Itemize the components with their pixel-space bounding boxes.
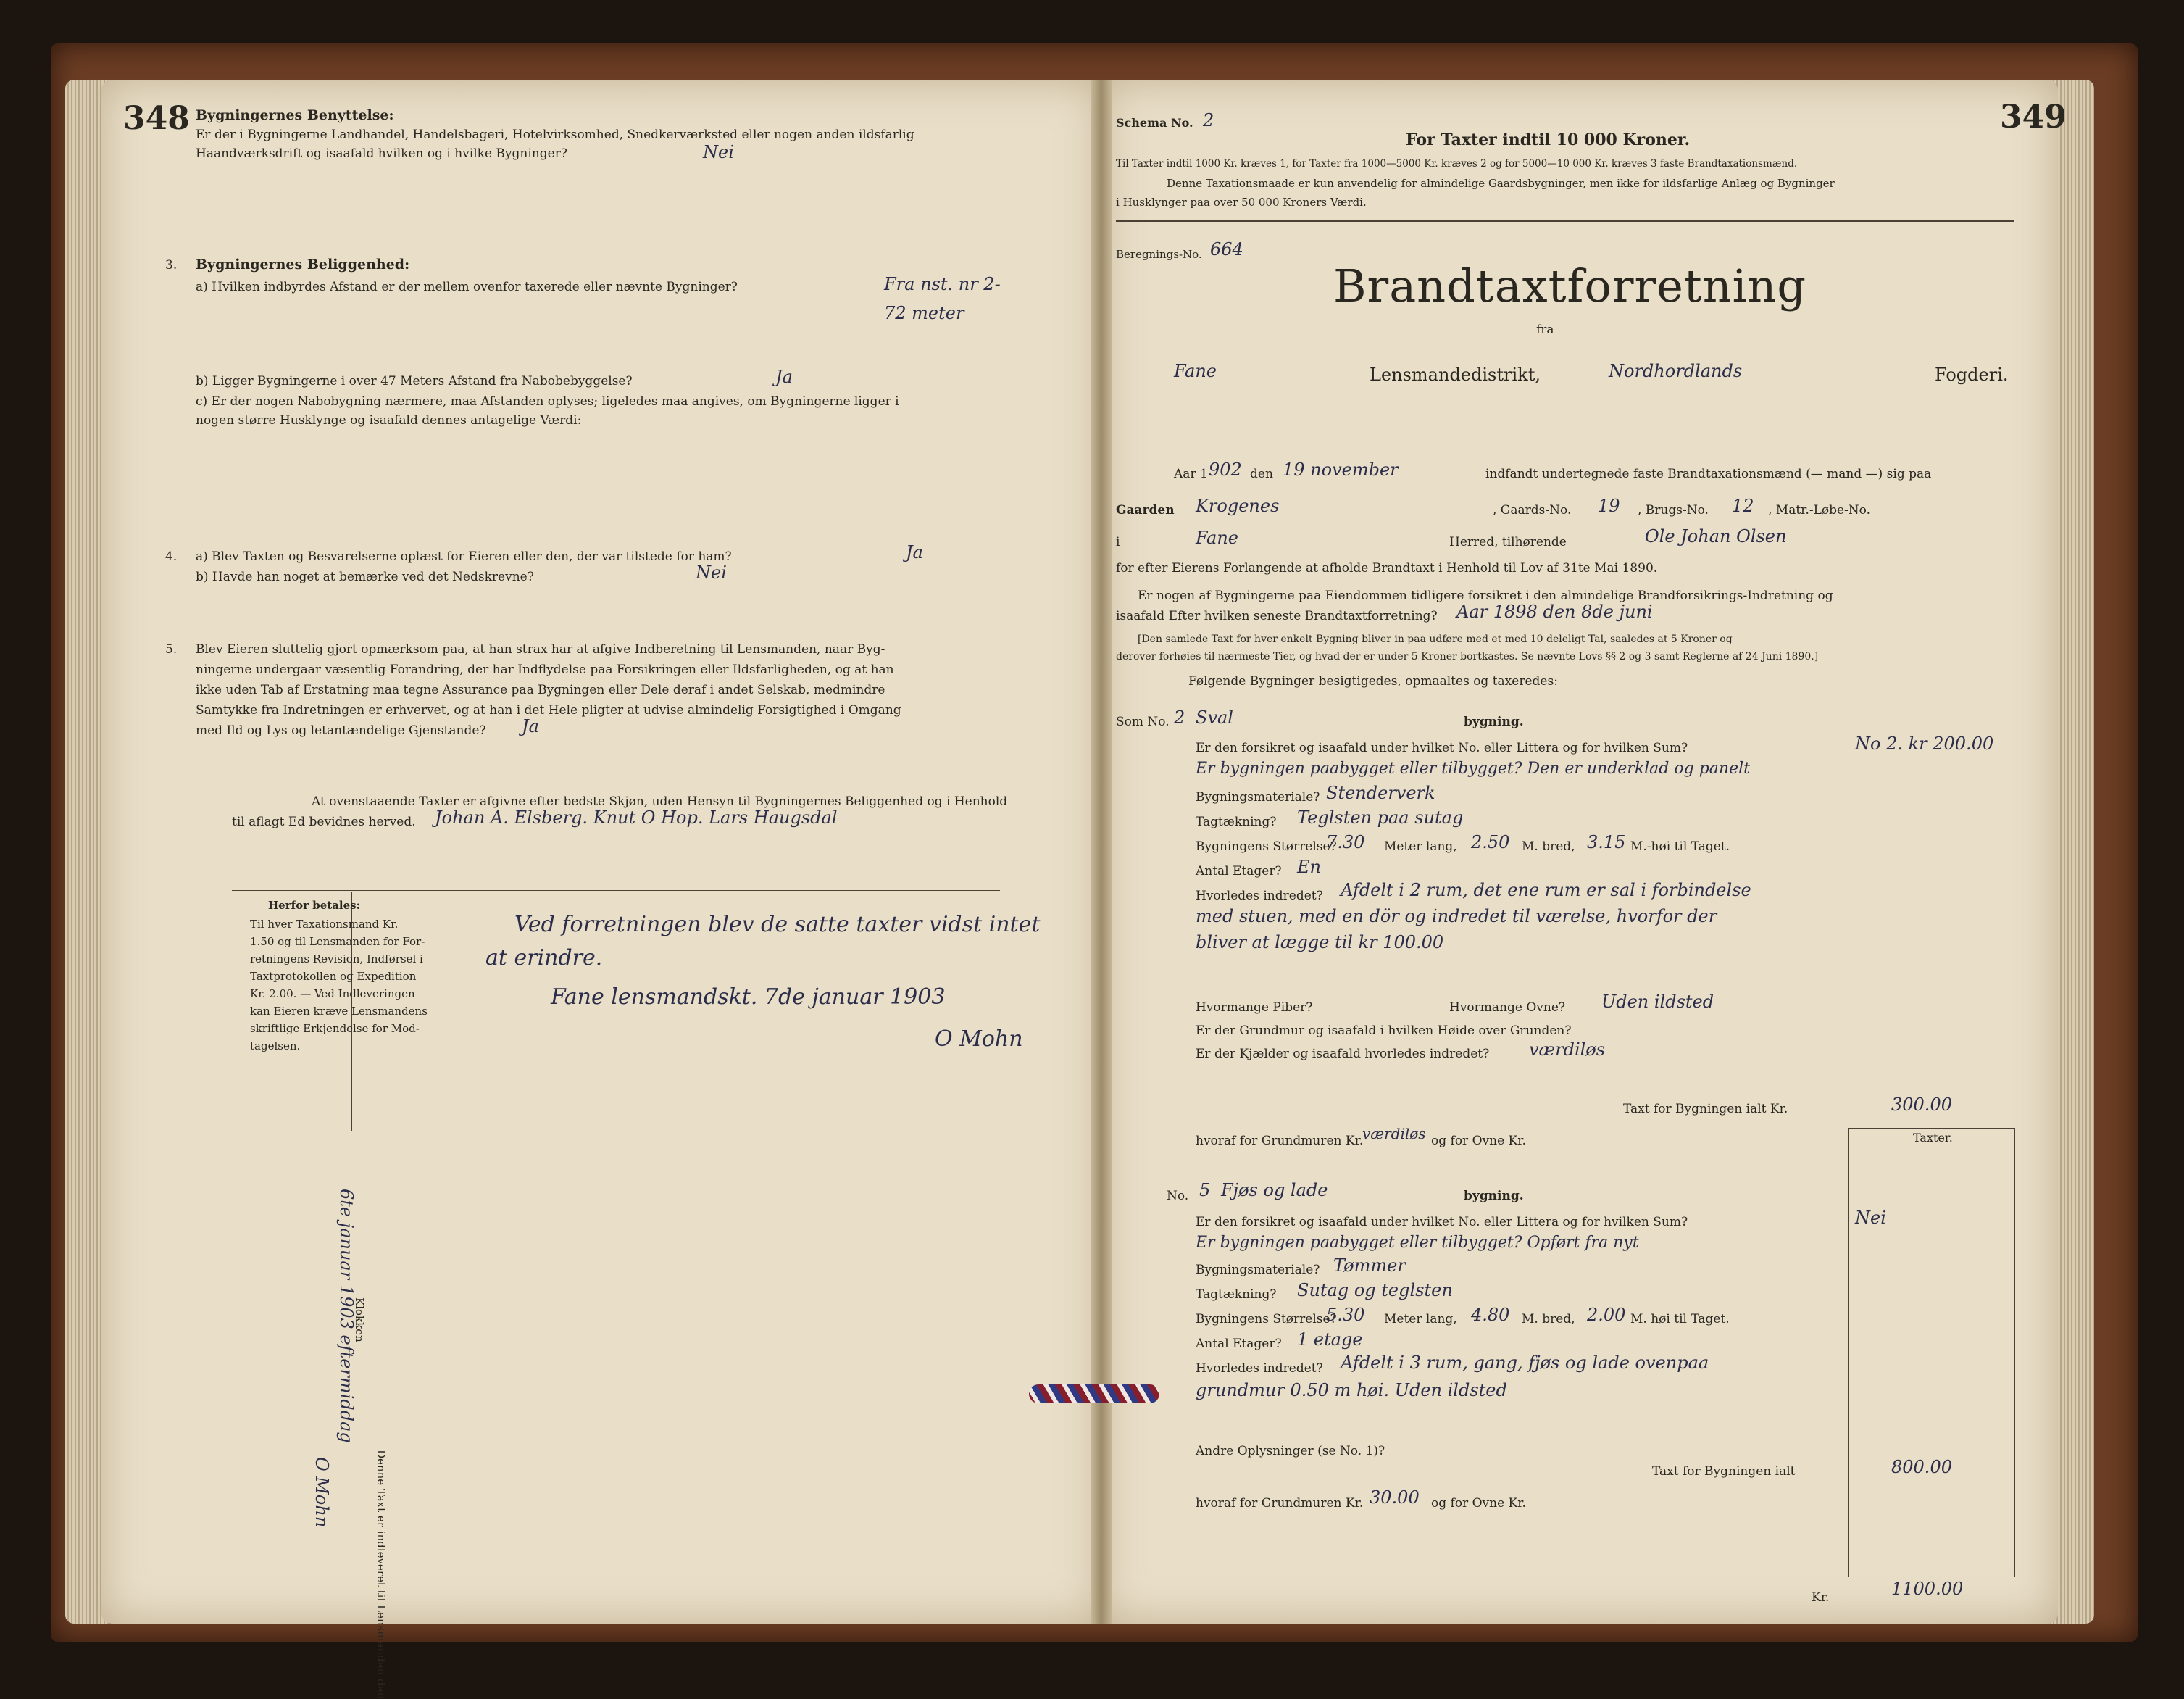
paragraph-line: Samtykke fra Indretningen er erhvervet, og at han i det Hele pligter at udvise almindelig Forsigtighed i Omgang (196, 703, 901, 718)
text-line: Følgende Bygninger besigtigedes, opmaaltes og taxeredes: (1188, 674, 1558, 689)
answer: grundmur 0.50 m høi. Uden ildsted (1196, 1380, 1507, 1400)
handwritten-answer: Fra nst. nr 2- (884, 274, 1001, 294)
fee-line: retningens Revision, Indførsel i (250, 952, 423, 965)
handwritten-answer: Nei (696, 562, 727, 583)
question: Bygningsmateriale? (1196, 790, 1320, 805)
question: Tagtækning? (1196, 815, 1277, 829)
fee-title: Herfor betales: (268, 899, 361, 912)
paragraph-line: Blev Eieren sluttelig gjort opmærksom paa, at han strax har at afgive Indberetning til Lensmanden, naar Byg- (196, 642, 885, 657)
answer: 2.50 (1471, 832, 1510, 852)
answer: Afdelt i 3 rum, gang, fjøs og lade ovenpaa (1341, 1353, 1709, 1373)
question: a) Blev Taxten og Besvarelserne oplæst for Eieren eller den, der var tilstede for ham? (196, 549, 732, 564)
question: b) Ligger Bygningerne i over 47 Meters Afstand fra Nabobebyggelse? (196, 374, 633, 389)
answer: 2.00 (1587, 1305, 1626, 1325)
unit-label: M.-høi til Taget. (1630, 839, 1730, 854)
ovne-kr-label: og for Ovne Kr. (1431, 1134, 1526, 1148)
district: Fane (1174, 361, 1217, 381)
right-page (1101, 80, 2067, 1624)
text-line: for efter Eierens Forlangende at afholde Brandtaxt i Henhold til Lov af 31te Mai 1890. (1116, 561, 1658, 576)
rule-line: i Husklynger paa over 50 000 Kroners Værdi. (1116, 196, 1367, 209)
building-no: 5 (1199, 1180, 1211, 1200)
taxter-header: Taxter. (1913, 1131, 1953, 1145)
question: nogen større Husklynge og isaafald dennes antagelige Værdi: (196, 413, 582, 428)
note-line: derover forhøies til nærmeste Tier, og hvad der er under 5 Kroner bortkastes. Se nævnte Lovs §§ 2 og 3 samt Reglerne af 24 Juni 1890.] (1116, 651, 1819, 662)
beregnings-number: 664 (1210, 239, 1243, 259)
oath-line: At ovenstaaende Taxter er afgivne efter bedste Skjøn, uden Hensyn til Bygningernes Beliggenhed og i Henhold (312, 794, 1008, 809)
schema-number: 2 (1203, 110, 1214, 130)
answer: 5.30 (1326, 1305, 1365, 1325)
fee-line: Kr. 2.00. — Ved Indleveringen (250, 987, 415, 1000)
signatures: Johan A. Elsberg. Knut O Hop. Lars Haugsdal (435, 807, 838, 828)
rule-line: Til Taxter indtil 1000 Kr. kræves 1, for Taxter fra 1000—5000 Kr. kræves 2 og for 5000—10 000 Kr. kræves 3 faste Brandtaxationsmænd. (1116, 158, 1798, 170)
question: Antal Etager? (1196, 1337, 1282, 1351)
question: Andre Oplysninger (se No. 1)? (1196, 1444, 1385, 1458)
taxter-top-rule (1848, 1128, 2014, 1129)
gaardsno-label: , Gaards-No. (1493, 503, 1572, 518)
text-line: indfandt undertegnede faste Brandtaxationsmænd (— mand —) sig paa (1485, 467, 1932, 481)
taxt-value: 800.00 (1891, 1457, 1952, 1477)
binding-thread (1029, 1384, 1159, 1403)
answer: Sutag og teglsten (1297, 1280, 1453, 1300)
hvoraf-label: hvoraf for Grundmuren Kr. (1196, 1134, 1364, 1148)
page-number: 349 (2000, 99, 2067, 136)
unit-label: M. bred, (1522, 1312, 1575, 1326)
section-number: 5. (165, 642, 178, 657)
herred: Fane (1196, 528, 1238, 548)
heading: For Taxter indtil 10 000 Kroner. (1406, 130, 1691, 149)
question: Hvorledes indredet? (1196, 889, 1323, 903)
answer: bliver at lægge til kr 100.00 (1196, 932, 1444, 952)
taxt-label: Taxt for Bygningen ialt (1652, 1464, 1796, 1479)
farm-name: Krogenes (1196, 496, 1280, 516)
kr-label: Kr. (1812, 1590, 1830, 1605)
fee-line: Taxtprotokollen og Expedition (250, 970, 417, 983)
handwritten-answer: 72 meter (884, 303, 964, 323)
question: b) Havde han noget at bemærke ved det Nedskrevne? (196, 570, 534, 584)
schema-label: Schema No. (1116, 116, 1193, 130)
question: Er der Grundmur og isaafald i hvilken Høide over Grunden? (1196, 1023, 1572, 1038)
handwritten-answer: Ja (522, 716, 539, 736)
building-name: Fjøs og lade (1221, 1180, 1328, 1200)
building-no-label: Som No. (1116, 715, 1170, 729)
question: a) Hvilken indbyrdes Afstand er der mellem ovenfor taxerede eller nævnte Bygninger? (196, 280, 738, 294)
question: Tagtækning? (1196, 1287, 1277, 1302)
beregnings-label: Beregnings-No. (1116, 248, 1202, 261)
question: Bygningens Størrelse? (1196, 1312, 1337, 1326)
answer: værdiløs (1529, 1039, 1606, 1060)
question: Er der i Bygningerne Landhandel, Handelsbageri, Hotelvirksomhed, Snedkerværksted eller nogen anden ildsfarlig (196, 128, 914, 142)
answer: Stenderverk (1326, 783, 1435, 803)
handwritten-answer: Ja (906, 542, 923, 562)
question: Hvormange Piber? (1196, 1000, 1313, 1015)
answer: 4.80 (1471, 1305, 1510, 1325)
fogderi: Nordhordlands (1609, 361, 1743, 381)
taxter-column-right (2014, 1128, 2015, 1577)
divider (232, 890, 1000, 891)
section-number: 4. (165, 549, 178, 564)
building-no: 2 (1174, 707, 1185, 728)
paragraph-line: ikke uden Tab af Erstatning maa tegne Assurance paa Bygningen eller Dele deraf i andet Selskab, medmindre (196, 683, 885, 697)
unit-label: M. bred, (1522, 839, 1575, 854)
answer: No 2. kr 200.00 (1855, 734, 1994, 754)
question: Bygningsmateriale? (1196, 1263, 1320, 1277)
gaarden-label: Gaarden (1116, 503, 1175, 518)
note-line: [Den samlede Taxt for hver enkelt Bygning bliver in paa udføre med et med 10 deleligt Tal, saaledes at 5 Kroner og (1138, 634, 1733, 645)
unit-label: M. høi til Taget. (1630, 1312, 1730, 1326)
fee-line: Til hver Taxationsmand Kr. (250, 918, 399, 931)
handwritten-note: Ved forretningen blev de satte taxter vidst intet (514, 912, 1041, 937)
brugsno-label: , Brugs-No. (1638, 503, 1709, 518)
section-title: Bygningernes Beliggenhed: (196, 257, 410, 273)
answer: 1 etage (1297, 1329, 1363, 1350)
vertical-print: Klokken (353, 1297, 366, 1342)
answer: Nei (1855, 1208, 1886, 1228)
section-title: Bygningernes Benyttelse: (196, 107, 394, 123)
bygning-label: bygning. (1464, 1189, 1524, 1203)
fee-line: kan Eieren kræve Lensmandens (250, 1005, 428, 1018)
vertical-handwriting: 6te januar 1903 eftermiddag (336, 1189, 357, 1443)
bygning-label: bygning. (1464, 715, 1524, 729)
section-number: 3. (165, 258, 178, 273)
answer: En (1297, 857, 1321, 877)
text-line: isaafald Efter hvilken seneste Brandtaxtforretning? (1116, 609, 1438, 623)
gaardsno: 19 (1598, 496, 1620, 516)
question: c) Er der nogen Nabobygning nærmere, maa Afstanden oplyses; ligeledes maa angives, om Bygningerne ligger i (196, 394, 899, 409)
owner: Ole Johan Olsen (1645, 526, 1787, 547)
fee-line: 1.50 og til Lensmanden for For- (250, 935, 425, 948)
answer: Teglsten paa sutag (1297, 807, 1464, 828)
unit-label: Meter lang, (1384, 1312, 1457, 1326)
handwritten-signature: O Mohn (935, 1026, 1023, 1052)
answer: Tømmer (1333, 1255, 1406, 1276)
question: Er den forsikret og isaafald under hvilket No. eller Littera og for hvilken Sum? (1196, 1215, 1688, 1229)
paragraph-line: med Ild og Lys og letantændelige Gjenstande? (196, 723, 486, 738)
year: 902 (1209, 460, 1242, 480)
left-page (101, 80, 1101, 1699)
question: Hvorledes indredet? (1196, 1361, 1323, 1376)
brugsno: 12 (1732, 496, 1754, 516)
lensmand-label: Lensmandedistrikt, (1370, 365, 1541, 385)
previous-taxation: Aar 1898 den 8de juni (1456, 602, 1653, 622)
question: Antal Etager? (1196, 864, 1282, 878)
answer: 7.30 (1326, 832, 1365, 852)
taxt-label: Taxt for Bygningen ialt Kr. (1623, 1102, 1788, 1116)
handwritten-answer: Nei (703, 142, 734, 162)
hvoraf-value: 30.00 (1370, 1487, 1420, 1508)
den-label: den (1250, 467, 1273, 481)
answer: Er bygningen paabygget eller tilbygget? Den er underklad og panelt (1196, 760, 1750, 778)
question: Bygningens Størrelse? (1196, 839, 1337, 854)
text-line: Er nogen af Bygningerne paa Eiendommen tidligere forsikret i den almindelige Brandforsikrings-Indretning og (1138, 589, 1833, 603)
answer: Er bygningen paabygget eller tilbygget? Opført fra nyt (1196, 1234, 1639, 1252)
i-label: i (1116, 535, 1120, 549)
ovne-kr-label: og for Ovne Kr. (1431, 1496, 1526, 1511)
paragraph-line: ningerne undergaar væsentlig Forandring, der har Indflydelse paa Forsikringen eller Ildsfarligheden, og at han (196, 662, 894, 677)
building-no-label: No. (1167, 1189, 1189, 1203)
aar-label: Aar 1 (1174, 467, 1208, 481)
herred-label: Herred, tilhørende (1449, 535, 1567, 549)
unit-label: Meter lang, (1384, 839, 1457, 854)
total-value: 1100.00 (1891, 1579, 1964, 1599)
question: Er der Kjælder og isaafald hvorledes indredet? (1196, 1047, 1490, 1061)
hvoraf-label: hvoraf for Grundmuren Kr. (1196, 1496, 1364, 1511)
answer: Afdelt i 2 rum, det ene rum er sal i forbindelse (1341, 880, 1751, 900)
handwritten-answer: Ja (775, 367, 793, 387)
fogderi-label: Fogderi. (1935, 365, 2009, 385)
fee-line: tagelsen. (250, 1039, 301, 1052)
vertical-print: Denne Taxt er indleveret til Lensmanden den (375, 1450, 388, 1699)
oath-line: til aflagt Ed bevidnes herved. (232, 815, 416, 829)
question: Hvormange Ovne? (1449, 1000, 1566, 1015)
page-number: 348 (123, 100, 190, 137)
answer: Uden ildsted (1601, 992, 1714, 1012)
taxt-value: 300.00 (1891, 1094, 1952, 1115)
vertical-signature: O Mohn (312, 1457, 332, 1528)
title-sub: fra (1536, 323, 1554, 337)
handwritten-note: at erindre. (485, 945, 603, 971)
answer: 3.15 (1587, 832, 1626, 852)
taxter-column-left (1848, 1128, 1849, 1577)
answer: med stuen, med en dör og indredet til værelse, hvorfor der (1196, 906, 1717, 926)
fee-line: skriftlige Erkjendelse for Mod- (250, 1022, 420, 1035)
question: Er den forsikret og isaafald under hvilket No. eller Littera og for hvilken Sum? (1196, 741, 1688, 755)
matr-label: , Matr.-Løbe-No. (1768, 503, 1871, 518)
hvoraf-value: værdiløs (1362, 1125, 1426, 1142)
divider (1116, 220, 2014, 222)
document-title: Brandtaxtforretning (1333, 259, 1807, 312)
building-name: Sval (1196, 707, 1233, 728)
question: Haandværksdrift og isaafald hvilken og i hvilke Bygninger? (196, 146, 567, 161)
handwritten-note: Fane lensmandskt. 7de januar 1903 (551, 984, 946, 1010)
date: 19 november (1283, 460, 1399, 480)
rule-line: Denne Taxationsmaade er kun anvendelig for almindelige Gaardsbygninger, men ikke for ildsfarlige Anlæg og Bygninger (1167, 177, 1835, 190)
